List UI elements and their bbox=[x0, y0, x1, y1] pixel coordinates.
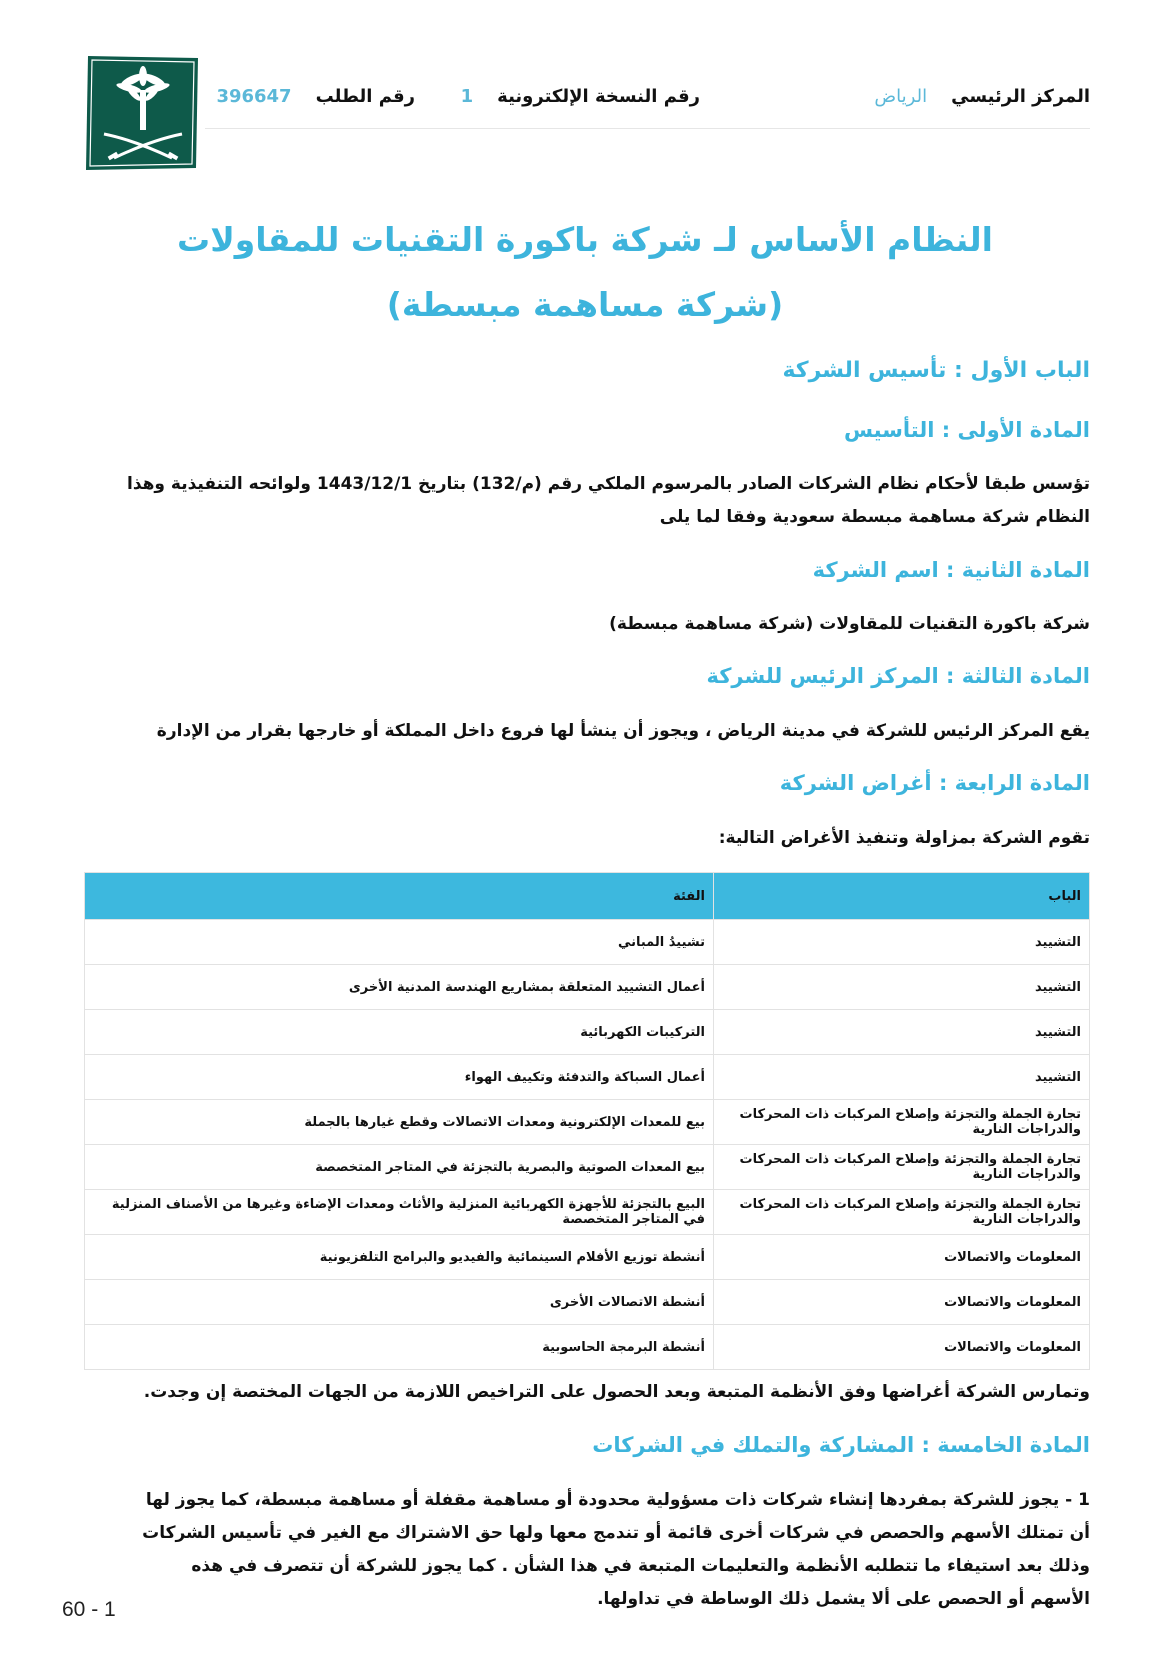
cell-bab: التشييد bbox=[714, 965, 1090, 1010]
request-number-value: 396647 bbox=[216, 86, 292, 107]
table-row bbox=[85, 1325, 1090, 1370]
cell-category: تشييدُ المباني bbox=[85, 920, 714, 965]
cell-category: أعمال السباكة والتدفئة وتكييف الهواء bbox=[85, 1055, 714, 1100]
headquarters-value: الرياض bbox=[874, 86, 928, 107]
cell-category: بيع للمعدات الإلكترونية ومعدات الاتصالات وقطع غيارها بالجملة bbox=[85, 1100, 714, 1145]
cell-bab: تجارة الجملة والتجزئة وإصلاح المركبات ذات المحركات والدراجات النارية bbox=[714, 1100, 1090, 1145]
article-2-heading: المادة الثانية : اسم الشركة bbox=[812, 558, 1090, 582]
cell-category: أعمال التشييد المتعلقة بمشاريع الهندسة المدنية الأخرى bbox=[85, 965, 714, 1010]
article-4-intro: تقوم الشركة بمزاولة وتنفيذ الأغراض التالية: bbox=[718, 828, 1090, 848]
article-4-heading: المادة الرابعة : أغراض الشركة bbox=[779, 771, 1090, 795]
palm-swords-icon bbox=[84, 54, 202, 172]
document-title: النظام الأساس لـ شركة باكورة التقنيات للمقاولات bbox=[177, 220, 993, 259]
table-row bbox=[85, 920, 1090, 965]
cell-bab: المعلومات والاتصالات bbox=[714, 1280, 1090, 1325]
request-number-label: رقم الطلب bbox=[315, 86, 415, 107]
article-1-text: تؤسس طبقا لأحكام نظام الشركات الصادر بالمرسوم الملكي رقم (م/132) بتاريخ 1443/12/1 ولوائحه التنفيذية وهذا النظام شركة مساهمة مبسطة سعودية وفقا لما يلى bbox=[127, 474, 1090, 527]
cell-category: البيع بالتجزئة للأجهزة الكهربائية المنزلية والأثاث ومعدات الإضاءة وغيرها من الأصناف المنزلية في المتاجر المتخصصة bbox=[85, 1190, 714, 1235]
electronic-copy-label: رقم النسخة الإلكترونية bbox=[497, 86, 700, 107]
page-number: 60 - 1 bbox=[62, 1598, 116, 1621]
table-row bbox=[85, 1190, 1090, 1235]
cell-bab: المعلومات والاتصالات bbox=[714, 1235, 1090, 1280]
table-body bbox=[85, 920, 1090, 1370]
request-number-field bbox=[216, 86, 415, 107]
headquarters-field bbox=[874, 86, 1090, 107]
chapter-heading: الباب الأول : تأسيس الشركة bbox=[782, 358, 1090, 383]
article-1-heading: المادة الأولى : التأسيس bbox=[843, 418, 1090, 442]
article-5-text: 1 - يجوز للشركة بمفردها إنشاء شركات ذات مسؤولية محدودة أو مساهمة مقفلة أو مساهمة مبسطة، كما يجوز لها أن تمتلك الأسهم والحصص في شركات أخرى قائمة أو تندمج معها ولها حق الاشتراك مع الغير في تأسيس الشركات وذلك بعد استيفاء ما تتطلبه الأنظمة والتعليمات المتبعة في هذا الشأن . كما يجوز للشركة أن تتصرف في هذه الأسهم أو الحصص على ألا يشمل ذلك الوساطة في تداولها. bbox=[142, 1490, 1090, 1609]
cell-bab: التشييد bbox=[714, 920, 1090, 965]
table-header-row bbox=[85, 873, 1090, 920]
table-row bbox=[85, 1145, 1090, 1190]
headquarters-label: المركز الرئيسي bbox=[951, 86, 1090, 107]
cell-bab: التشييد bbox=[714, 1010, 1090, 1055]
electronic-copy-field bbox=[461, 86, 700, 107]
saudi-emblem-logo bbox=[84, 54, 202, 172]
cell-category: بيع المعدات الصوتية والبصرية بالتجزئة في المتاجر المتخصصة bbox=[85, 1145, 714, 1190]
article-3-heading: المادة الثالثة : المركز الرئيس للشركة bbox=[706, 664, 1090, 688]
article-4-outro: وتمارس الشركة أغراضها وفق الأنظمة المتبعة وبعد الحصول على التراخيص اللازمة من الجهات المختصة إن وجدت. bbox=[143, 1382, 1090, 1402]
table-row bbox=[85, 1055, 1090, 1100]
cell-bab: التشييد bbox=[714, 1055, 1090, 1100]
article-2-text: شركة باكورة التقنيات للمقاولات (شركة مساهمة مبسطة) bbox=[609, 614, 1090, 634]
cell-category: أنشطة الاتصالات الأخرى bbox=[85, 1280, 714, 1325]
table-row bbox=[85, 965, 1090, 1010]
document-subtitle: (شركة مساهمة مبسطة) bbox=[386, 285, 784, 324]
document-header bbox=[205, 80, 1090, 129]
table-row bbox=[85, 1010, 1090, 1055]
cell-bab: تجارة الجملة والتجزئة وإصلاح المركبات ذات المحركات والدراجات النارية bbox=[714, 1190, 1090, 1235]
cell-category: أنشطة البرمجة الحاسوبية bbox=[85, 1325, 714, 1370]
article-5-heading: المادة الخامسة : المشاركة والتملك في الشركات bbox=[592, 1433, 1090, 1457]
electronic-copy-value: 1 bbox=[460, 86, 474, 107]
table-row bbox=[85, 1235, 1090, 1280]
cell-category: أنشطة توزيع الأفلام السينمائية والفيديو والبرامج التلفزيونية bbox=[85, 1235, 714, 1280]
cell-bab: تجارة الجملة والتجزئة وإصلاح المركبات ذات المحركات والدراجات النارية bbox=[714, 1145, 1090, 1190]
purposes-table bbox=[84, 872, 1090, 1370]
table-row bbox=[85, 1280, 1090, 1325]
cell-bab: المعلومات والاتصالات bbox=[714, 1325, 1090, 1370]
table-row bbox=[85, 1100, 1090, 1145]
cell-category: التركيبات الكهربائية bbox=[85, 1010, 714, 1055]
column-header-category: الفئة bbox=[85, 873, 714, 920]
article-3-text: يقع المركز الرئيس للشركة في مدينة الرياض ، ويجوز أن ينشأ لها فروع داخل المملكة أو خارجها بقرار من الإدارة bbox=[156, 721, 1090, 741]
column-header-bab: الباب bbox=[714, 873, 1090, 920]
